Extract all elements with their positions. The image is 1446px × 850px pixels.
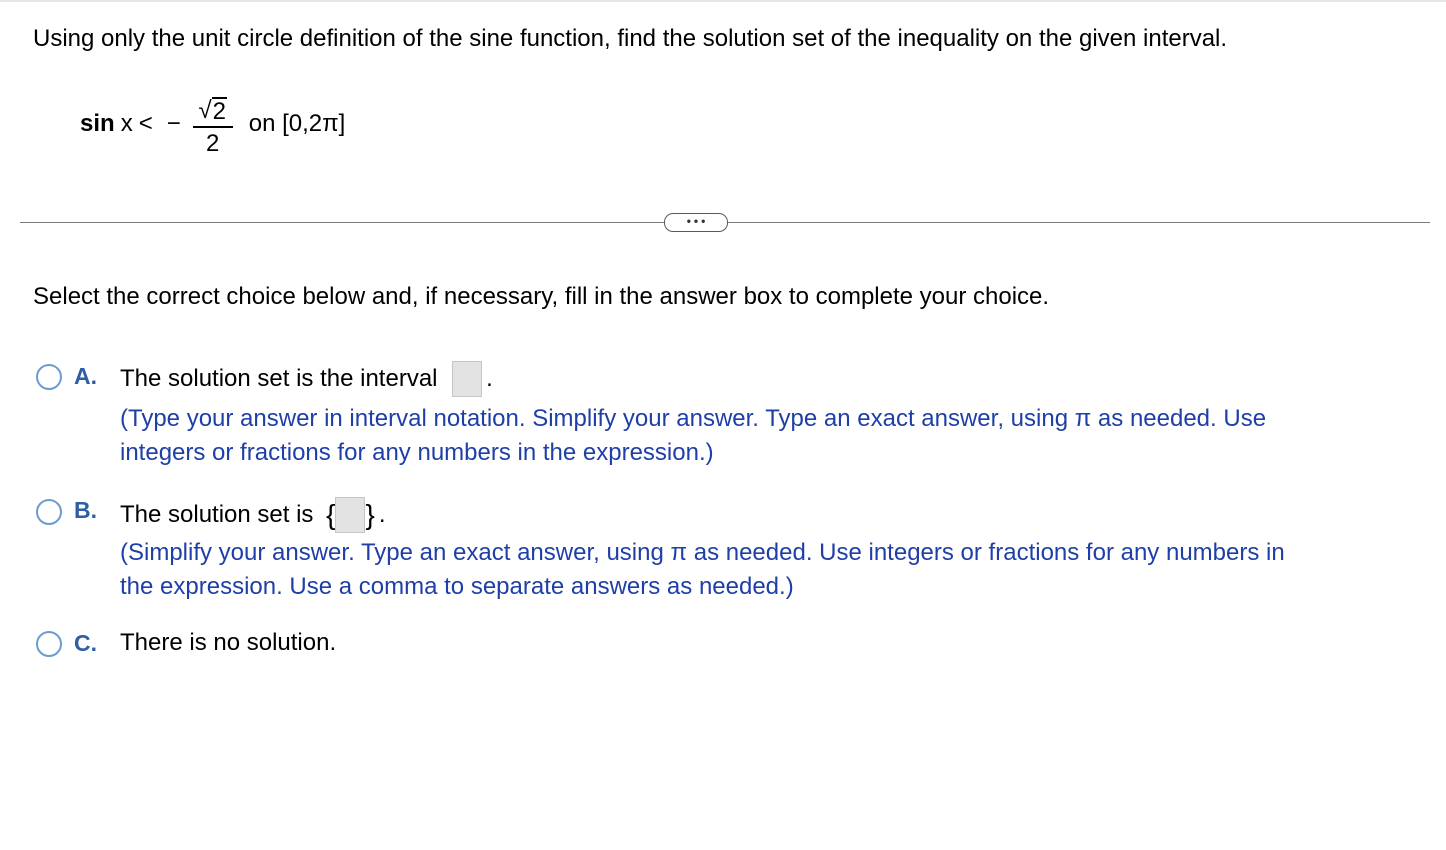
choice-b-hint-line2: the expression. Use a comma to separate answers as needed.) — [120, 573, 794, 600]
choice-c-letter: C. — [74, 630, 97, 656]
choice-b-radio[interactable] — [36, 499, 62, 525]
choice-a-statement — [120, 361, 493, 397]
fraction-numerator — [198, 91, 227, 125]
choice-b-text: The solution set is — [120, 501, 314, 528]
choice-a-hint-line2: integers or fractions for any numbers in the expression.) — [120, 439, 714, 466]
less-than-sign: < — [138, 110, 153, 137]
negative-sign: − — [166, 110, 181, 137]
interval-text: on [0,2π] — [248, 110, 346, 137]
question-instruction: Using only the unit circle definition of the sine function, find the solution set of the inequality on the given interval. — [33, 25, 1228, 52]
choice-c-text: There is no solution. — [120, 629, 337, 656]
choice-b-hint-line1: (Simplify your answer. Type an exact answer, using π as needed. Use integers or fractions for any numbers in — [120, 539, 1285, 566]
fraction — [193, 91, 233, 158]
choice-b-statement — [120, 497, 386, 533]
ellipsis-icon: ••• — [686, 213, 709, 228]
close-brace: } — [365, 499, 375, 530]
choice-b-answer-box[interactable] — [335, 497, 365, 533]
inequality-expression — [80, 86, 345, 162]
fraction-bar — [193, 126, 233, 128]
choice-b-letter: B. — [74, 497, 97, 523]
fraction-denominator: 2 — [206, 129, 220, 157]
math-variable: x — [120, 110, 133, 137]
radicand: 2 — [212, 97, 226, 125]
square-root-icon: √ — [198, 96, 212, 124]
choice-a-radio[interactable] — [36, 364, 62, 390]
sine-function-name: sin — [80, 110, 115, 137]
choice-b-suffix: . — [378, 501, 386, 528]
choice-a-hint-line1: (Type your answer in interval notation. Simplify your answer. Type an exact answer, using π as needed. Use — [120, 405, 1267, 432]
top-rule — [0, 0, 1446, 2]
choice-c-radio[interactable] — [36, 631, 62, 657]
choice-a-answer-box[interactable] — [452, 361, 482, 397]
show-more-button[interactable] — [664, 213, 728, 232]
open-brace: { — [326, 499, 336, 530]
select-prompt: Select the correct choice below and, if necessary, fill in the answer box to complete your choice. — [33, 283, 1050, 310]
choice-a-suffix: . — [486, 365, 493, 392]
choice-a-text: The solution set is the interval — [120, 365, 438, 392]
choice-a-letter: A. — [74, 363, 97, 389]
